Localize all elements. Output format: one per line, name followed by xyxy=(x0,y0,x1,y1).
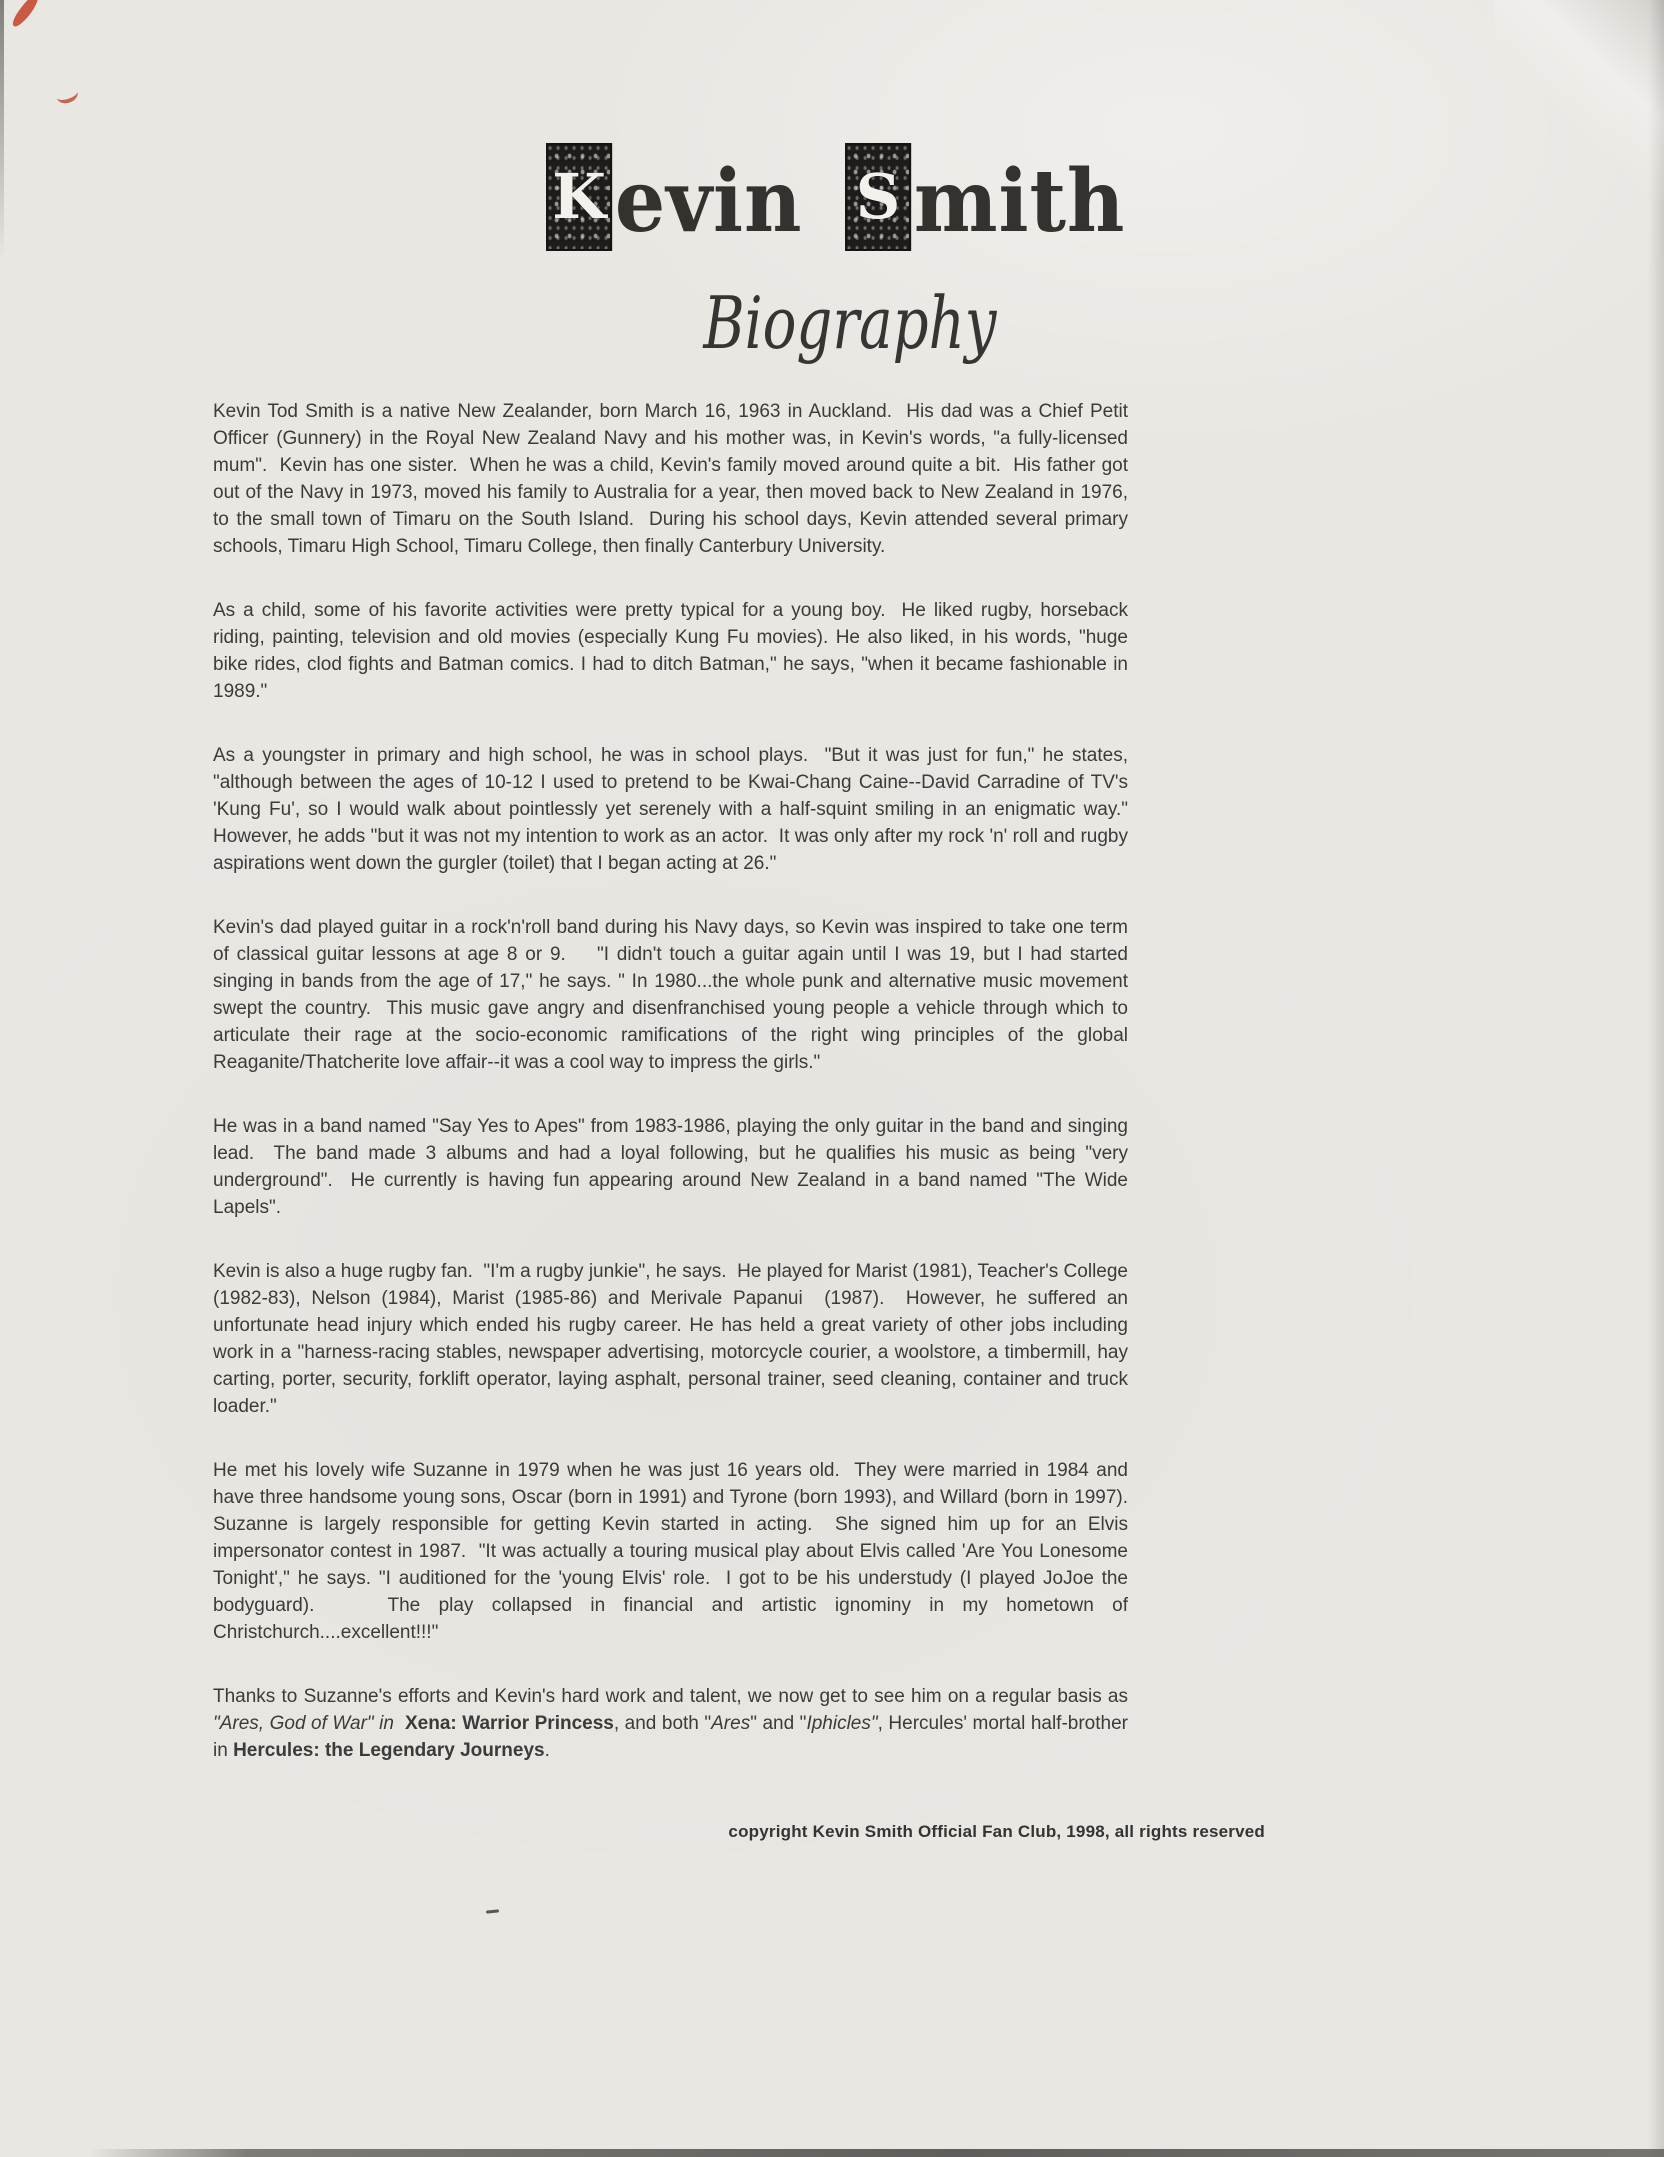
paragraph-rugby-jobs: Kevin is also a huge rugby fan. "I'm a rugby junkie", he says. He played for Marist (1981), Teacher's College (1982-83), Nelson (1984), Marist (1985-86) and Merivale Papanui (1987). However, he suffered an unfortunate head injury which ended his rugby career. He has held a great variety of other jobs including work in a "harness-racing stables, newspaper advertising, motorcycle courier, a woolstore, a timbermill, hay carting, porter, security, forklift operator, laying asphalt, personal trainer, seed cleaning, container and truck loader." xyxy=(213,1261,1134,1417)
roles-seg-0: Thanks to Suzanne's efforts and Kevin's hard work and talent, we now get to see him on a regular basis as xyxy=(213,1686,1134,1707)
roles-seg-ares: Ares xyxy=(711,1713,751,1734)
roles-seg-3: , and both " xyxy=(613,1713,712,1734)
paragraph-music: Kevin's dad played guitar in a rock'n'roll band during his Navy days, so Kevin was inspired to take one term of classical guitar lessons at age 8 or 9. "I didn't touch a guitar again until I was 19, but I had started singing in bands from the age of 17," he says. " In 1980...the whole punk and alternative music movement swept the country. This music gave angry and disenfranchised young people a vehicle through which to articulate their rage at the socio-economic ramifications of the right wing principles of the global Reaganite/Thatcherite love affair--it was a cool way to impress the girls." xyxy=(213,917,1134,1073)
dropcap-k-letter: K xyxy=(552,160,607,233)
paragraph-childhood: As a child, some of his favorite activities were pretty typical for a young boy. He liked rugby, horseback riding, painting, television and old movies (especially Kung Fu movies). He also liked, in his words, "huge bike rides, clod fights and Batman comics. I had to ditch Batman," he says, "when it became fashionable in 1989." xyxy=(213,600,1134,702)
page-subtitle: Biography xyxy=(703,281,997,365)
ornate-dropcap-k xyxy=(546,143,612,251)
roles-seg-7: , Hercules' mortal half-brother in xyxy=(213,1713,1134,1761)
roles-seg-9: . xyxy=(544,1740,550,1761)
dropcap-s-letter: S xyxy=(855,160,901,233)
title-word1-rest: evin xyxy=(614,151,803,252)
red-ink-squiggle xyxy=(54,83,80,106)
copyright-line: copyright Kevin Smith Official Fan Club, 1998, all rights reserved xyxy=(728,1822,1265,1841)
paragraph-family-acting: He met his lovely wife Suzanne in 1979 when he was just 16 years old. They were married in 1984 and have three handsome young sons, Oscar (born in 1991) and Tyrone (born 1993), and Willard (born in 1997). Suzanne is largely responsible for getting Kevin started in acting. She signed him up for an Elvis impersonator contest in 1987. "It was actually a touring musical play about Elvis called 'Are You Lonesome Tonight'," he says. "I auditioned for the 'young Elvis' role. I got to be his understudy (I played JoJoe the bodyguard). The play collapsed in financial and artistic ignominy in my hometown of Christchurch....excellent!!!" xyxy=(213,1460,1139,1643)
paper-fold-corner xyxy=(1494,0,1664,200)
paragraph-roles xyxy=(213,1683,1134,1764)
paragraph-birth-family: Kevin Tod Smith is a native New Zealander, born March 16, 1963 in Auckland. His dad was a Chief Petit Officer (Gunnery) in the Royal New Zealand Navy and his mother was, in Kevin's words, "a fully-licensed mum". Kevin has one sister. When he was a child, Kevin's family moved around quite a bit. His father got out of the Navy in 1973, moved his family to Australia for a year, then moved back to New Zealand in 1976, to the small town of Timaru on the South Island. During his school days, Kevin attended several primary schools, Timaru High School, Timaru College, then finally Canterbury University. xyxy=(213,401,1134,557)
page-title xyxy=(546,143,1144,251)
roles-seg-ares-god-of-war: "Ares, God of War" in xyxy=(213,1713,400,1734)
scan-edge-right xyxy=(1648,0,1664,2157)
paragraph-band: He was in a band named "Say Yes to Apes" from 1983-1986, playing the only guitar in the band and singing lead. The band made 3 albums and had a loyal following, but he qualifies his music as being "very underground". He currently is having fun appearing around New Zealand in a band named "The Wide Lapels". xyxy=(213,1116,1134,1218)
paragraph-school-plays: As a youngster in primary and high school, he was in school plays. "But it was just for fun," he states, "although between the ages of 10-12 I used to pretend to be Kwai-Chang Caine--David Carradine of TV's 'Kung Fu', so I would walk about pointlessly yet serenely with a half-squint smiling in an enigmatic way." However, he adds "but it was not my intention to work as an actor. It was only after my rock 'n' roll and rugby aspirations went down the gurgler (toilet) that I began acting at 26." xyxy=(213,745,1134,874)
biography-body xyxy=(213,398,1139,1801)
roles-seg-hercules-title: Hercules: the Legendary Journeys xyxy=(233,1740,545,1761)
stray-pen-dash xyxy=(486,1909,499,1913)
title-word2-rest: mith xyxy=(913,151,1126,252)
red-ink-mark xyxy=(9,0,41,29)
scan-edge-bottom xyxy=(90,2149,1664,2157)
ornate-dropcap-s xyxy=(845,143,911,251)
roles-seg-iphicles: Iphicles" xyxy=(806,1713,878,1734)
scan-edge-left xyxy=(0,0,4,260)
subtitle-wrap xyxy=(610,281,1090,365)
roles-seg-xena-title: Xena: Warrior Princess xyxy=(399,1713,614,1734)
roles-seg-5: " and " xyxy=(750,1713,807,1734)
